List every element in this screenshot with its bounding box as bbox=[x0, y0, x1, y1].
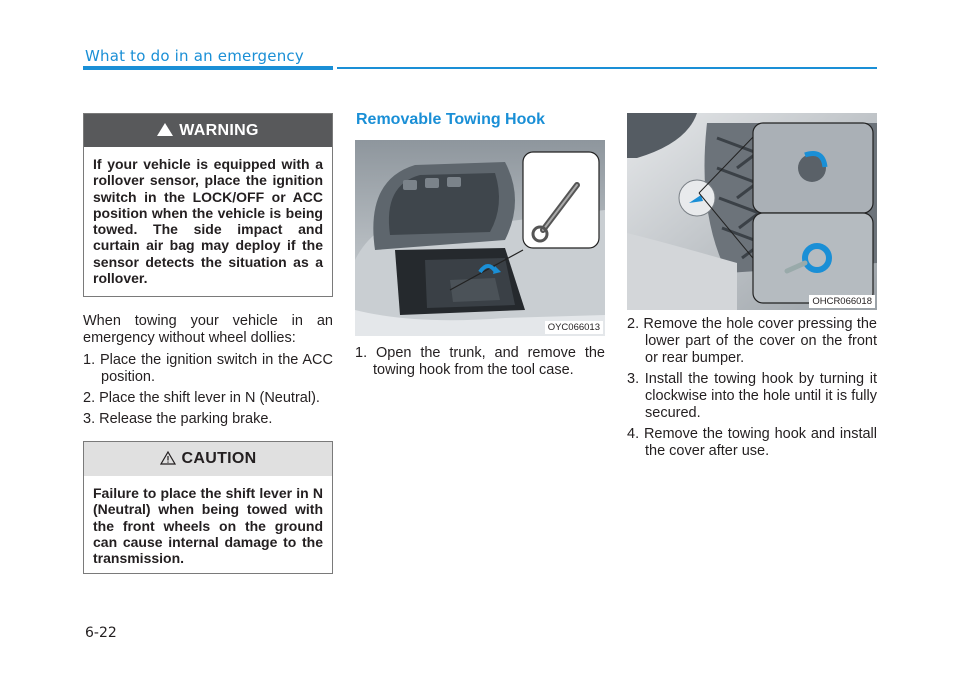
bumper-illustration bbox=[627, 113, 877, 310]
towing-intro: When towing your vehicle in an emergency without wheel dollies: bbox=[83, 313, 333, 346]
trunk-illustration bbox=[355, 140, 605, 336]
warning-header bbox=[84, 114, 332, 147]
section-title: What to do in an emergency bbox=[85, 47, 304, 65]
list-item: 4. Remove the towing hook and install the cover after use. bbox=[627, 426, 877, 459]
caution-text: Failure to place the shift lever in N (Neutral) when being towed with the front wheels on the ground can cause internal damage to the transmission. bbox=[93, 485, 323, 567]
list-item: 1. Place the ignition switch in the ACC position. bbox=[83, 352, 333, 385]
list-item: 3. Install the towing hook by turning it clockwise into the hole until it is fully secured. bbox=[627, 371, 877, 421]
caution-header bbox=[84, 442, 332, 476]
warning-box bbox=[83, 113, 333, 297]
caution-icon bbox=[160, 451, 176, 465]
caution-label: CAUTION bbox=[181, 450, 257, 467]
warning-text: If your vehicle is equipped with a rollover sensor, place the ignition switch in the LOCK/OFF or ACC position when the vehicle is being towed. The side impact and curtain air bag may deploy if the sensor detects the situation as a rollover. bbox=[93, 156, 323, 287]
hook-steps-list-a bbox=[355, 345, 605, 383]
list-item: 2. Place the shift lever in N (Neutral). bbox=[83, 390, 320, 406]
trunk-figure-code: OYC066013 bbox=[545, 321, 603, 334]
header-rule-thick bbox=[83, 66, 333, 70]
bumper-figure-code: OHCR066018 bbox=[809, 295, 875, 308]
header-rule-thin bbox=[337, 67, 877, 69]
bumper-photo bbox=[627, 113, 877, 310]
warning-label: WARNING bbox=[179, 122, 259, 139]
list-item: 2. Remove the hole cover pressing the lower part of the cover on the front or rear bumper. bbox=[627, 316, 877, 366]
towing-steps-list bbox=[83, 352, 333, 432]
trunk-photo bbox=[355, 140, 605, 336]
list-item: 3. Release the parking brake. bbox=[83, 411, 273, 427]
section-subtitle: Removable Towing Hook bbox=[356, 111, 546, 128]
list-item: 1. Open the trunk, and remove the towing hook from the tool case. bbox=[355, 345, 605, 378]
page-number: 6-22 bbox=[85, 625, 117, 641]
warning-icon bbox=[157, 123, 173, 136]
caution-box bbox=[83, 441, 333, 574]
hook-steps-list-b bbox=[627, 316, 877, 464]
